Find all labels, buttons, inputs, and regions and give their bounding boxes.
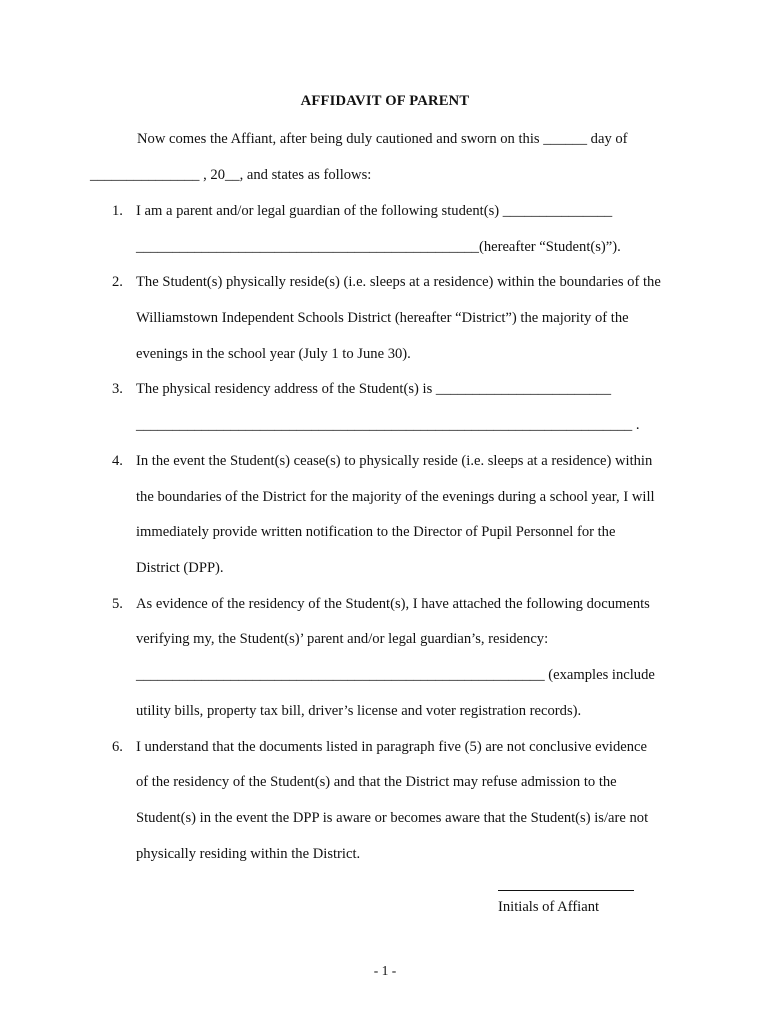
item-2-line-1: The Student(s) physically reside(s) (i.e. sleeps at a residence) within the boundaries of the [136, 274, 661, 290]
initials-signature-line[interactable] [498, 890, 634, 891]
item-6-line-1: I understand that the documents listed in paragraph five (5) are not conclusive evidence [136, 739, 648, 755]
item-1-number: 1. [112, 203, 123, 219]
item-2-line-3: evenings in the school year (July 1 to June 30). [136, 346, 411, 362]
item-1-line-1: I am a parent and/or legal guardian of the following student(s) _______________ [136, 203, 613, 219]
intro-line-1: Now comes the Affiant, after being duly cautioned and sworn on this ______ day of [137, 131, 628, 147]
item-5-line-1: As evidence of the residency of the Student(s), I have attached the following documents [136, 596, 650, 612]
item-3-number: 3. [112, 381, 123, 397]
item-1-line-2: _______________________________________________(hereafter “Student(s)”). [136, 239, 621, 255]
item-6-line-3: Student(s) in the event the DPP is aware or becomes aware that the Student(s) is/are not [136, 810, 649, 826]
item-6-line-2: of the residency of the Student(s) and that the District may refuse admission to the [136, 774, 617, 790]
item-5-line-3: ________________________________________________________ (examples include [136, 667, 655, 683]
item-5-number: 5. [112, 596, 123, 612]
item-4-number: 4. [112, 453, 123, 469]
item-6-number: 6. [112, 739, 123, 755]
item-5-line-4: utility bills, property tax bill, driver’s license and voter registration records). [136, 703, 582, 719]
item-4-line-4: District (DPP). [136, 560, 224, 576]
item-6-line-4: physically residing within the District. [136, 846, 361, 862]
page-number: - 1 - [373, 963, 397, 978]
item-5-line-2: verifying my, the Student(s)’ parent and/or legal guardian’s, residency: [136, 631, 549, 647]
document-title: AFFIDAVIT OF PARENT [300, 93, 470, 109]
item-4-line-3: immediately provide written notification to the Director of Pupil Personnel for the [136, 524, 616, 540]
initials-label: Initials of Affiant [498, 899, 600, 915]
item-3-line-2: ____________________________________________________________________ . [136, 417, 640, 433]
item-4-line-2: the boundaries of the District for the majority of the evenings during a school year, I will [136, 489, 655, 505]
item-3-line-1: The physical residency address of the Student(s) is ________________________ [136, 381, 612, 397]
intro-line-2: _______________ , 20__, and states as follows: [90, 167, 372, 183]
item-4-line-1: In the event the Student(s) cease(s) to physically reside (i.e. sleeps at a residence) within [136, 453, 653, 469]
item-2-line-2: Williamstown Independent Schools District (hereafter “District”) the majority of the [136, 310, 629, 326]
item-2-number: 2. [112, 274, 123, 290]
